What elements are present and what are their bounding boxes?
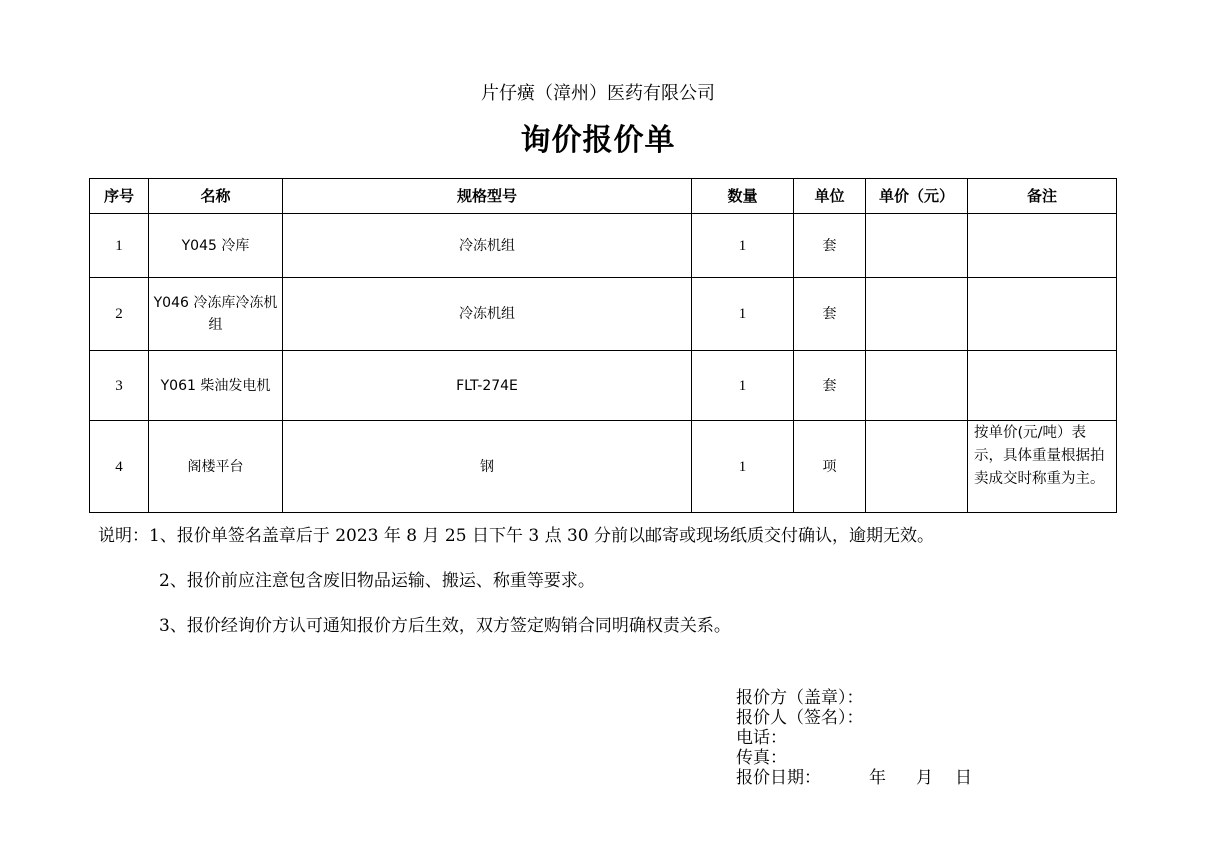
fax-line: 传真： xyxy=(736,748,787,768)
note-item-1 xyxy=(98,524,1098,548)
signature-block xyxy=(736,688,972,788)
cell-no: 4 xyxy=(90,421,149,513)
cell-remark xyxy=(968,214,1117,278)
notes-section xyxy=(98,524,1098,638)
cell-spec: 钢 xyxy=(283,421,692,513)
note-text-1: 1、报价单签名盖章后于 2023 年 8 月 25 日下午 3 点 30 分前以邮寄或现场纸质交付确认，逾期无效。 xyxy=(149,526,935,546)
cell-price[interactable] xyxy=(866,351,968,421)
notes-label: 说明： xyxy=(98,526,149,546)
cell-qty: 1 xyxy=(692,351,794,421)
quoter-sign-line: 报价人（签名）： xyxy=(736,708,864,728)
header-price: 单价（元） xyxy=(866,179,968,214)
header-spec: 规格型号 xyxy=(283,179,692,214)
cell-name: Y046 冷冻库冷冻机组 xyxy=(149,278,283,351)
table-row xyxy=(90,214,1117,278)
date-label: 报价日期： xyxy=(736,768,821,788)
cell-remark: 按单价(元/吨）表示，具体重量根据拍卖成交时称重为主。 xyxy=(968,421,1117,513)
cell-price[interactable] xyxy=(866,421,968,513)
phone-line: 电话： xyxy=(736,728,787,748)
header-no: 序号 xyxy=(90,179,149,214)
table-row xyxy=(90,351,1117,421)
cell-remark xyxy=(968,351,1117,421)
cell-qty: 1 xyxy=(692,214,794,278)
cell-name: Y061 柴油发电机 xyxy=(149,351,283,421)
date-year: 年 xyxy=(869,768,886,788)
cell-price[interactable] xyxy=(866,278,968,351)
quoter-seal-line: 报价方（盖章）： xyxy=(736,688,864,708)
table-header-row xyxy=(90,179,1117,214)
date-line xyxy=(736,768,972,788)
cell-no: 2 xyxy=(90,278,149,351)
date-month: 月 xyxy=(916,768,933,788)
cell-no: 3 xyxy=(90,351,149,421)
cell-remark xyxy=(968,278,1117,351)
cell-spec: FLT-274E xyxy=(283,351,692,421)
cell-spec: 冷冻机组 xyxy=(283,214,692,278)
company-name: 片仔癀（漳州）医药有限公司 xyxy=(481,83,715,104)
header-remark: 备注 xyxy=(968,179,1117,214)
header-unit: 单位 xyxy=(794,179,866,214)
cell-price[interactable] xyxy=(866,214,968,278)
cell-unit: 套 xyxy=(794,278,866,351)
cell-name: Y045 冷库 xyxy=(149,214,283,278)
table-row xyxy=(90,278,1117,351)
note-item-2: 2、报价前应注意包含废旧物品运输、搬运、称重等要求。 xyxy=(159,571,595,591)
header-qty: 数量 xyxy=(692,179,794,214)
note-item-3: 3、报价经询价方认可通知报价方后生效，双方签定购销合同明确权责关系。 xyxy=(159,616,731,636)
cell-qty: 1 xyxy=(692,278,794,351)
quotation-table xyxy=(89,178,1117,513)
cell-qty: 1 xyxy=(692,421,794,513)
header-name: 名称 xyxy=(149,179,283,214)
page-title: 询价报价单 xyxy=(520,123,676,158)
cell-spec: 冷冻机组 xyxy=(283,278,692,351)
table-row xyxy=(90,421,1117,513)
cell-unit: 项 xyxy=(794,421,866,513)
cell-unit: 套 xyxy=(794,214,866,278)
cell-no: 1 xyxy=(90,214,149,278)
cell-unit: 套 xyxy=(794,351,866,421)
cell-name: 阁楼平台 xyxy=(149,421,283,513)
date-day: 日 xyxy=(955,768,972,788)
